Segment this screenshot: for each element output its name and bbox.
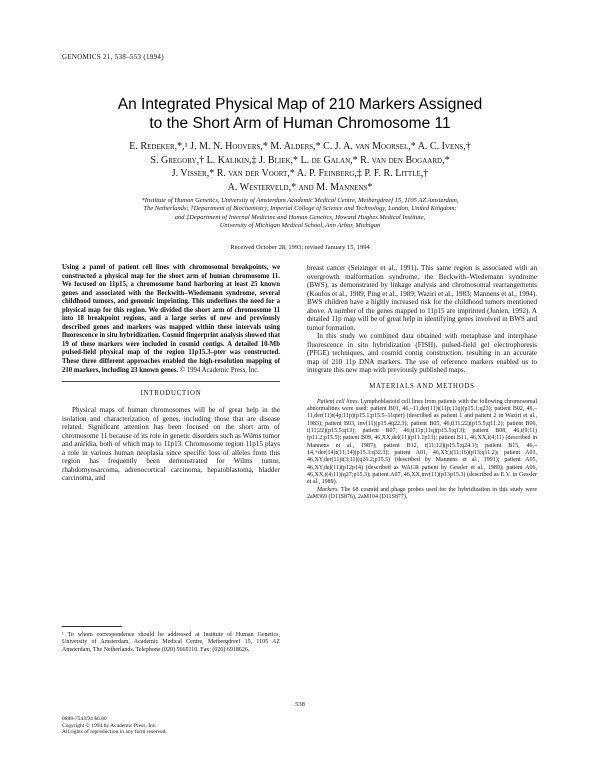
affiliations [70, 197, 530, 230]
patient-cell-lines-paragraph [307, 399, 537, 487]
patient-cell-lines-text: Lymphoblastoid cell lines from patients with the following chromosomal abnormalities were used: patient B01, 46,–11,der(11)t(11p;11q)(p15.1;q23); patient B02, 46,–11,der(11)t(4p;11p)(p15.1;p15.5–11qter) (described as patient 1 and patient 2 in Waziri et al., 1983); patient B03, inv(11)(p15.4q22.3); patient B05, 46,t(11;22)(p15.5;q11.2); patient B06, t(11;22)(p15.5;q13); patient B07, 46,t(11p;11q)(p15.5;q13); patient B08, 46,t(9;11)(p11.2;p15.5); patient B09, 46,XX,del(11)(p11.1p13); patient B11, 46,XX,t(4;11) (described in Mannens et al., 1987); patient B12, t(11;12)(p15.5;q24.1); patient B15, 46,–14,+der(14)t(11;14)(p15.3;q32.3); patient A01, 46,XY,t(11;16)(p13;q11.2); patient A03, 46,XY,der(11)t(3;11)(q26.2;p15.5) (described by Mannens et al., 1991); patient A05, 46,XY,del(11)(p12p14) (described as WAGR patient by Gessler et al., 1989); patient A06, 46,XX,t(4;11)(q27;p15.3); patient A07, 46,XX,inv(11)(p13p15.3) (described as E.V. in Gessler et al., 1989). [307, 398, 537, 486]
methods-heading: MATERIALS AND METHODS [369, 382, 475, 390]
imprint-line-3: All rights of reproduction in any form reserved. [62, 729, 167, 736]
correspondence-footnote: ¹ To whom correspondence should be addressed at Institute of Human Genetics, University of Amsterdam, Academic Medical Centre, Meibergdreef 15, 1105 AZ Amsterdam, The Netherlands. Telephone (020) 5665110. Fax: (020) 6918626. [62, 632, 280, 653]
copyright-imprint [62, 716, 167, 736]
left-column [62, 264, 280, 483]
markers-text: The 68 cosmid and phage probes used for the hybridization in this study were 2aM369 (D11S876), 2aM104 (D11S877). [307, 486, 537, 500]
author-line-1: E. Redeker,*,¹ J. M. N. Hoovers,* M. Alders,* C. J. A. van Moorsel,* A. C. Ivens,† [129, 141, 471, 152]
introduction-paragraph-2: In this study we combined data obtained with metaphase and interphase fluorescence in situ hybridization (FISH), pulsed-field gel electrophoresis (PFGE) techniques, and cosmid contig construction, resulting in an accurate map of 210 11p DNA markers. The use of reference markers enabled us to integrate this new map with previously published maps. [307, 332, 537, 374]
title-line-1: An Integrated Physical Map of 210 Markers Assigned [117, 96, 483, 113]
abstract-copyright: © 1994 Academic Press, Inc. [179, 366, 260, 374]
author-line-4: A. Westerveld,* and M. Mannens* [227, 181, 373, 193]
author-line-2: S. Gregory,† L. Kalikin,‡ J. Bliek,* L. de Galan,* R. van den Bogaard,* [150, 154, 450, 166]
right-column [307, 264, 537, 501]
imprint-line-2: Copyright © 1994 by Academic Press, Inc. [62, 722, 157, 729]
markers-paragraph [307, 487, 537, 502]
title-line-2: to the Short Arm of Human Chromosome 11 [149, 115, 451, 132]
received-date: Received October 28, 1993; revised January 15, 1994 [230, 244, 370, 251]
introduction-paragraph: Physical maps of human chromosomes will be of great help in the isolation and characterization of genes, including those that are disease related. Significant attention has been focused on the short arm of chromosome 11 because of its role in genetic disorders such as Wilms tumor and aniridia, both of which map to 11p13. Chromosome region 11p15 plays a role in various human neoplasia since specific loss of alleles from this region has frequently been demonstrated for Wilms tumor, rhabdomyosarcoma, adrenocortical carcinoma, hepatoblastoma, bladder carcinoma, and [62, 406, 280, 483]
author-line-3: J. Visser,* R. van der Voort,* A. P. Feinberg,‡ P. F. R. Little,† [171, 168, 429, 179]
patient-cell-lines-lead: Patient cell lines. [317, 398, 360, 405]
imprint-line-1: 0888-7543/94 $6.00 [62, 716, 107, 722]
introduction-continuation: breast cancer (Seizinger et al., 1991). This same region is associated with an overgrowth malformation syndrome, the Beckwith–Wiedemann syndrome (BWS), as demonstrated by linkage analysis and chromosomal rearrangements (Koufos et al., 1989; Ping et al., 1989; Waziri et al., 1983; Mannens et al., 1994). BWS children have a highly increased risk for the childhood tumors mentioned above. A number of the genes mapped to 11p15 are imprinted (Junien, 1992). A detailed 11p map will be of great help in identifying genes involved in BWS and tumor formation. [307, 264, 537, 332]
markers-lead: Markers. [317, 486, 339, 493]
affiliation-line-4: University of Michigan Medical School, Ann Arbor, Michigan [219, 221, 381, 229]
abstract-divider [62, 381, 280, 382]
abstract [62, 264, 280, 375]
affiliation-line-1: *Institute of Human Genetics, University of Amsterdam Academic Medical Centre, Meibergdreef 15, 1105 AZ Amsterdam, [141, 197, 459, 204]
footnote-divider [62, 626, 122, 627]
page-number: 538 [295, 701, 305, 708]
abstract-text: Using a panel of patient cell lines with chromosomal breakpoints, we constructed a physical map for the short arm of human chromosome 11. We focused on 11p15, a chromosome band harboring at least 25 known genes and associated with the Beckwith–Wiedemann syndrome, several childhood tumors, and genomic imprinting. This underlines the need for a physical map for this region. We divided the short arm of chromosome 11 into 18 breakpoint regions, and a large series of new and previously described genes and markers was mapped within these intervals using fluorescence in situ hybridization. Cosmid fingerprint analysis showed that 19 of these markers were included in cosmid contigs. A detailed 10-Mb pulsed-field physical map of the region 11p15.3–pter was constructed. These three different approaches enabled the high-resolution mapping of 210 markers, including 23 known genes. [62, 264, 280, 374]
affiliation-line-2: The Netherlands; †Department of Biochemistry, Imperial College of Science and Technology, London, United Kingdom; [143, 205, 457, 213]
affiliation-line-3: and ‡Department of Internal Medicine and Human Genetics, Howard Hughes Medical Institute, [174, 213, 426, 221]
author-list [60, 140, 540, 194]
journal-reference: GENOMICS 21, 538–553 (1994) [62, 53, 164, 61]
paper-title [40, 95, 560, 133]
introduction-heading: INTRODUCTION [140, 390, 202, 398]
